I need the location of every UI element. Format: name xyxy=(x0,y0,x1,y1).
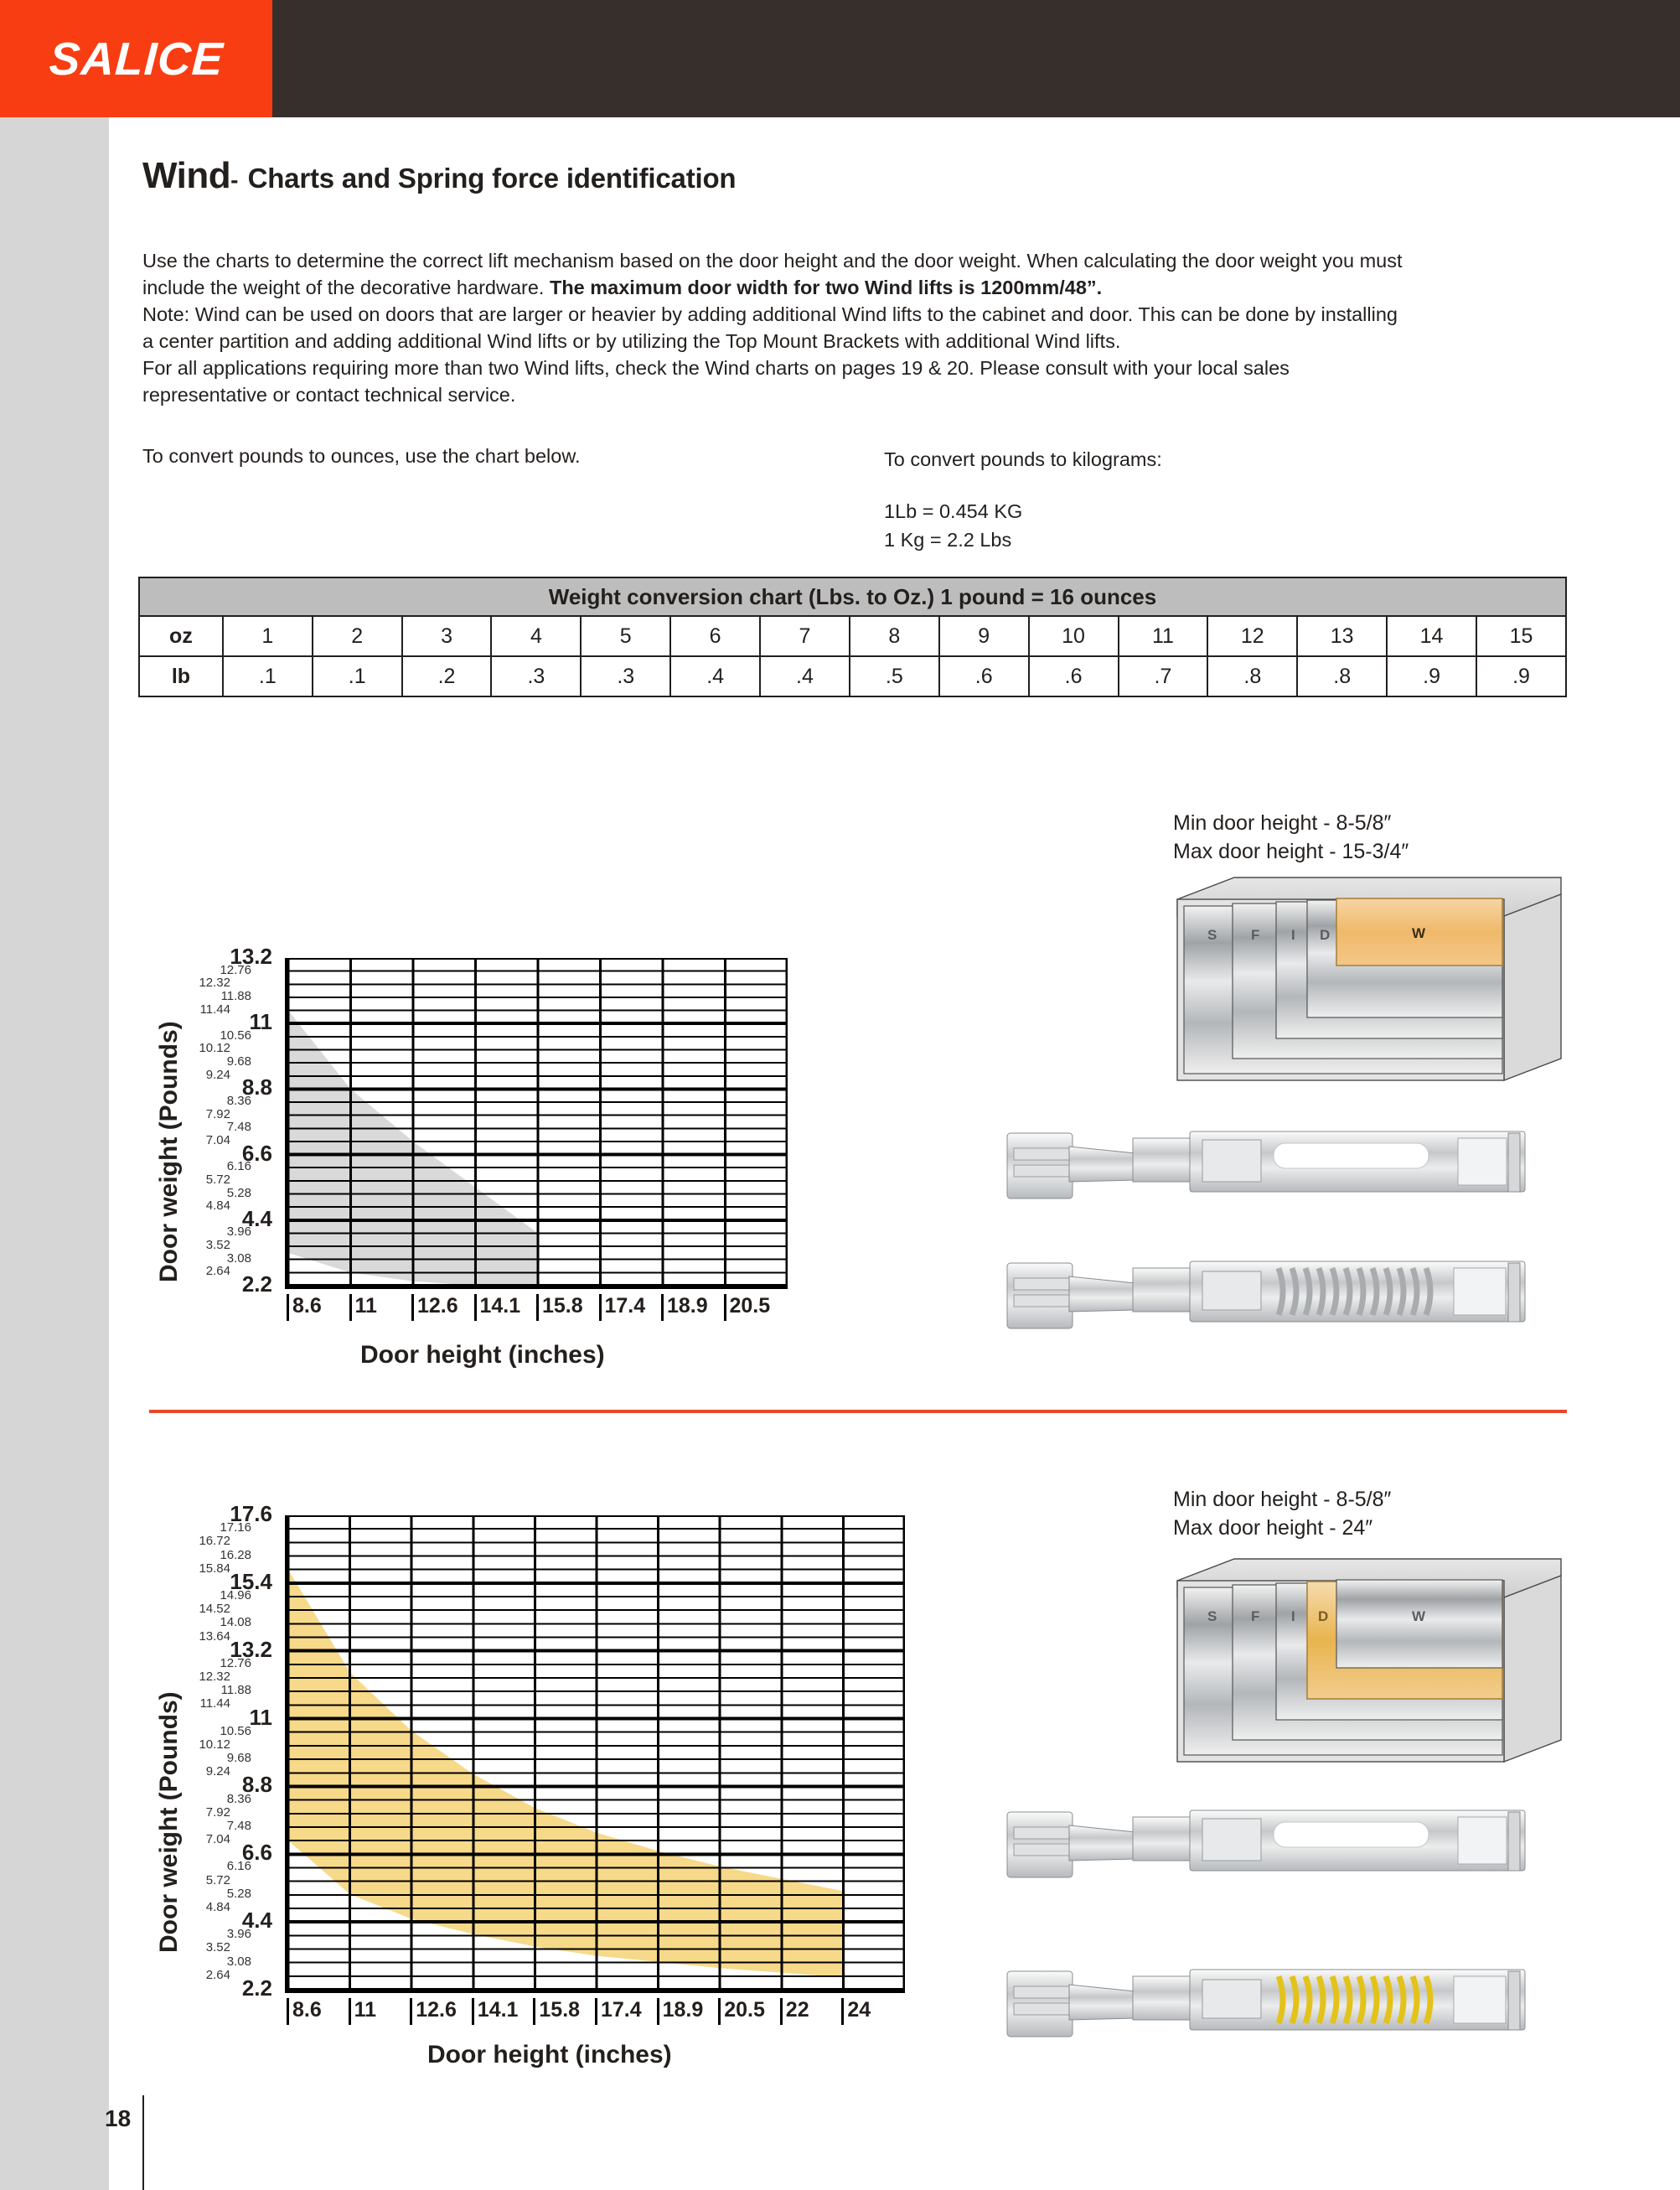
x-tick: 8.6 xyxy=(287,1998,322,2025)
chart-1-svg xyxy=(288,958,788,1286)
cell-lb-13: .9 xyxy=(1387,656,1476,696)
pounds-to-ounces-note: To convert pounds to ounces, use the chart below. xyxy=(142,445,581,467)
cabinet2-label-i: I xyxy=(1291,1608,1295,1624)
cell-oz-8: 9 xyxy=(939,616,1029,656)
cell-oz-7: 8 xyxy=(850,616,939,656)
kg-line-1: 1Lb = 0.454 KG xyxy=(884,500,1023,522)
chart-1-y-axis-label: Door weight (Pounds) xyxy=(155,1021,183,1282)
y-minor-tick: 5.28 xyxy=(226,1185,251,1200)
y-major-tick: 15.4 xyxy=(230,1568,272,1594)
cell-lb-14: .9 xyxy=(1476,656,1566,696)
intro-line-2-bold: The maximum door width for two Wind lifts is 1200mm/48”. xyxy=(549,277,1103,298)
y-minor-tick: 6.16 xyxy=(226,1159,251,1174)
cabinet-label-i: I xyxy=(1291,927,1295,943)
row-label-oz: oz xyxy=(139,616,223,656)
panel-2-cabinet-svg xyxy=(1169,1557,1563,1767)
y-minor-tick: 14.96 xyxy=(220,1588,251,1603)
y-minor-tick: 3.52 xyxy=(205,1940,230,1955)
y-minor-tick: 9.24 xyxy=(205,1764,230,1779)
y-minor-tick: 16.28 xyxy=(220,1547,251,1562)
x-tick: 12.6 xyxy=(410,1998,457,2025)
cell-oz-0: 1 xyxy=(223,616,313,656)
row-label-lb: lb xyxy=(139,656,223,696)
y-major-tick: 4.4 xyxy=(241,1908,272,1934)
intro-line-2a: include the weight of the decorative hardware. xyxy=(142,277,550,298)
x-tick: 22 xyxy=(780,1998,809,2025)
cell-oz-11: 12 xyxy=(1207,616,1297,656)
chart-1-x-axis-label: Door height (inches) xyxy=(360,1341,605,1369)
y-minor-tick: 4.84 xyxy=(205,1899,230,1914)
y-minor-tick: 10.56 xyxy=(220,1723,251,1738)
page-title-dash: - xyxy=(230,167,239,193)
y-minor-tick: 15.84 xyxy=(199,1561,230,1576)
y-minor-tick: 7.92 xyxy=(205,1106,230,1121)
cabinet2-label-f: F xyxy=(1251,1608,1260,1624)
y-minor-tick: 12.76 xyxy=(220,962,251,977)
intro-paragraph xyxy=(142,247,1567,408)
x-tick: 17.4 xyxy=(599,1294,646,1321)
table-header-row xyxy=(139,577,1566,616)
y-minor-tick: 8.36 xyxy=(226,1094,251,1109)
page-title-main: Wind xyxy=(142,155,231,196)
x-tick: 17.4 xyxy=(595,1998,642,2025)
cell-lb-10: .7 xyxy=(1119,656,1208,696)
pounds-to-kilograms-block xyxy=(884,445,1162,554)
y-minor-tick: 3.08 xyxy=(226,1954,251,1969)
x-tick: 12.6 xyxy=(411,1294,458,1321)
panel-1-min-height: Min door height - 8-5/8″ xyxy=(1173,811,1392,835)
y-major-tick: 11 xyxy=(249,1704,272,1730)
y-minor-tick: 8.36 xyxy=(226,1791,251,1806)
hardware-svg-1b xyxy=(989,1245,1542,1341)
x-tick: 14.1 xyxy=(474,1294,521,1321)
y-minor-tick: 2.64 xyxy=(205,1967,230,1982)
x-tick: 15.8 xyxy=(533,1998,580,2025)
intro-line-3: Note: Wind can be used on doors that are larger or heavier by adding additional Wind lifts to the cabinet and door. This can be done by installing xyxy=(142,303,1398,325)
x-tick: 20.5 xyxy=(718,1998,765,2025)
kg-conversion-values xyxy=(884,497,1162,554)
cabinet2-label-d: D xyxy=(1318,1608,1329,1624)
brand-logo xyxy=(0,0,272,117)
weight-conversion-table xyxy=(138,577,1567,697)
cell-oz-1: 2 xyxy=(313,616,402,656)
cell-oz-2: 3 xyxy=(402,616,492,656)
table-row xyxy=(139,656,1566,696)
cell-lb-3: .3 xyxy=(491,656,581,696)
cell-lb-2: .2 xyxy=(402,656,492,696)
intro-line-5: For all applications requiring more than two Wind lifts, check the Wind charts on pages 19 & 20. Please consult with your local sales xyxy=(142,357,1290,379)
lift-hardware-illustration-2a xyxy=(989,1794,1542,1894)
chart-2-plot-area xyxy=(285,1515,905,1993)
intro-line-1: Use the charts to determine the correct lift mechanism based on the door height and the door weight. When calculating the door weight you must xyxy=(142,250,1403,272)
hardware-svg-2b xyxy=(989,1953,1542,2053)
y-minor-tick: 9.68 xyxy=(226,1751,251,1766)
y-minor-tick: 11.44 xyxy=(199,1002,230,1017)
cell-lb-9: .6 xyxy=(1029,656,1119,696)
y-minor-tick: 17.16 xyxy=(220,1520,251,1535)
chart-2-y-axis-label: Door weight (Pounds) xyxy=(155,1691,183,1953)
cell-oz-10: 11 xyxy=(1119,616,1208,656)
y-major-tick: 8.8 xyxy=(241,1772,272,1798)
panel-1-max-height: Max door height - 15-3/4″ xyxy=(1173,840,1409,863)
cell-oz-12: 13 xyxy=(1297,616,1387,656)
cabinet-label-d: D xyxy=(1320,927,1331,943)
y-minor-tick: 9.24 xyxy=(205,1067,230,1082)
intro-line-2 xyxy=(142,274,1567,301)
panel-1-cabinet-svg xyxy=(1169,876,1563,1085)
y-major-tick: 6.6 xyxy=(241,1140,272,1166)
cell-oz-3: 4 xyxy=(491,616,581,656)
section-divider xyxy=(149,1410,1567,1413)
y-minor-tick: 5.72 xyxy=(205,1172,230,1187)
y-minor-tick: 11.88 xyxy=(220,1683,251,1698)
cell-oz-13: 14 xyxy=(1387,616,1476,656)
x-tick: 20.5 xyxy=(724,1294,771,1321)
y-minor-tick: 12.76 xyxy=(220,1655,251,1670)
x-tick: 15.8 xyxy=(536,1294,583,1321)
y-minor-tick: 12.32 xyxy=(199,976,230,991)
y-minor-tick: 9.68 xyxy=(226,1054,251,1069)
y-major-tick: 2.2 xyxy=(241,1271,272,1297)
x-tick: 14.1 xyxy=(472,1998,519,2025)
cell-lb-8: .6 xyxy=(939,656,1029,696)
cell-oz-5: 6 xyxy=(670,616,760,656)
y-minor-tick: 12.32 xyxy=(199,1670,230,1685)
lift-hardware-illustration-1a xyxy=(989,1115,1542,1215)
y-minor-tick: 14.52 xyxy=(199,1602,230,1617)
y-minor-tick: 3.96 xyxy=(226,1224,251,1240)
cabinet2-label-w: W xyxy=(1412,1608,1426,1624)
cell-lb-12: .8 xyxy=(1297,656,1387,696)
cell-lb-7: .5 xyxy=(850,656,939,696)
y-major-tick: 11 xyxy=(249,1009,272,1035)
left-gutter-bar xyxy=(0,117,109,2190)
cell-oz-6: 7 xyxy=(760,616,850,656)
y-minor-tick: 14.08 xyxy=(220,1615,251,1630)
y-minor-tick: 10.12 xyxy=(199,1737,230,1752)
y-minor-tick: 3.96 xyxy=(226,1927,251,1942)
cell-oz-4: 5 xyxy=(581,616,670,656)
x-tick: 11 xyxy=(349,1294,377,1321)
y-minor-tick: 11.44 xyxy=(199,1696,230,1711)
panel-2-heights xyxy=(1173,1485,1391,1542)
cell-oz-9: 10 xyxy=(1029,616,1119,656)
hardware-svg-2a xyxy=(989,1794,1542,1890)
intro-line-4: a center partition and adding additional Wind lifts or by utilizing the Top Mount Brackets with additional Wind lifts. xyxy=(142,330,1121,352)
y-major-tick: 17.6 xyxy=(230,1501,272,1526)
y-minor-tick: 6.16 xyxy=(226,1859,251,1874)
y-minor-tick: 5.28 xyxy=(226,1886,251,1901)
table-row xyxy=(139,616,1566,656)
y-major-tick: 13.2 xyxy=(230,944,272,969)
y-minor-tick: 4.84 xyxy=(205,1199,230,1214)
pounds-to-kilograms-note: To convert pounds to kilograms: xyxy=(884,448,1162,470)
y-major-tick: 8.8 xyxy=(241,1074,272,1100)
y-minor-tick: 3.52 xyxy=(205,1238,230,1253)
y-major-tick: 2.2 xyxy=(241,1975,272,2001)
intro-line-6: representative or contact technical service. xyxy=(142,384,516,406)
panel-1-heights xyxy=(1173,809,1409,866)
chart-2-x-axis-label: Door height (inches) xyxy=(427,2041,672,2068)
y-minor-tick: 10.56 xyxy=(220,1028,251,1043)
y-minor-tick: 5.72 xyxy=(205,1872,230,1887)
y-major-tick: 13.2 xyxy=(230,1636,272,1662)
panel-2-min-height: Min door height - 8-5/8″ xyxy=(1173,1488,1392,1511)
page-title xyxy=(142,155,736,197)
page-title-sub: Charts and Spring force identification xyxy=(247,163,737,194)
y-minor-tick: 7.04 xyxy=(205,1132,230,1147)
x-tick: 8.6 xyxy=(287,1294,322,1321)
y-minor-tick: 2.64 xyxy=(205,1264,230,1279)
brand-logo-text: SALICE xyxy=(48,33,225,85)
y-minor-tick: 13.64 xyxy=(199,1628,230,1644)
cabinet-label-f: F xyxy=(1251,927,1260,943)
kg-line-2: 1 Kg = 2.2 Lbs xyxy=(884,529,1012,551)
x-tick: 24 xyxy=(841,1998,871,2025)
panel-1-cabinet-diagram xyxy=(1169,876,1563,1090)
cell-lb-1: .1 xyxy=(313,656,402,696)
footer-rule xyxy=(142,2095,144,2190)
hardware-svg-1a xyxy=(989,1115,1542,1211)
cell-lb-11: .8 xyxy=(1207,656,1297,696)
cabinet-label-s: S xyxy=(1207,927,1217,943)
y-minor-tick: 7.04 xyxy=(205,1832,230,1847)
cell-oz-14: 15 xyxy=(1476,616,1566,656)
lift-hardware-illustration-1b xyxy=(989,1245,1542,1345)
y-minor-tick: 7.48 xyxy=(226,1818,251,1833)
cabinet2-label-s: S xyxy=(1207,1608,1217,1624)
page-number: 18 xyxy=(105,2105,132,2131)
chart-1-plot-area xyxy=(285,958,788,1289)
y-minor-tick: 11.88 xyxy=(220,988,251,1003)
cell-lb-6: .4 xyxy=(760,656,850,696)
y-minor-tick: 7.92 xyxy=(205,1804,230,1820)
cell-lb-4: .3 xyxy=(581,656,670,696)
chart-2-svg xyxy=(288,1515,905,1990)
cabinet-label-w: W xyxy=(1412,925,1426,941)
panel-2-cabinet-diagram xyxy=(1169,1557,1563,1771)
y-minor-tick: 10.12 xyxy=(199,1041,230,1056)
panel-2-max-height: Max door height - 24″ xyxy=(1173,1516,1373,1540)
y-major-tick: 6.6 xyxy=(241,1840,272,1866)
x-tick: 18.9 xyxy=(661,1294,708,1321)
cell-lb-0: .1 xyxy=(223,656,313,696)
table-header-title: Weight conversion chart (Lbs. to Oz.) 1 pound = 16 ounces xyxy=(139,577,1566,616)
lift-hardware-illustration-2b xyxy=(989,1953,1542,2058)
x-tick: 11 xyxy=(349,1998,376,2025)
x-tick: 18.9 xyxy=(657,1998,704,2025)
y-minor-tick: 7.48 xyxy=(226,1120,251,1135)
cell-lb-5: .4 xyxy=(670,656,760,696)
y-minor-tick: 16.72 xyxy=(199,1534,230,1549)
y-major-tick: 4.4 xyxy=(241,1205,272,1231)
y-minor-tick: 3.08 xyxy=(226,1250,251,1266)
